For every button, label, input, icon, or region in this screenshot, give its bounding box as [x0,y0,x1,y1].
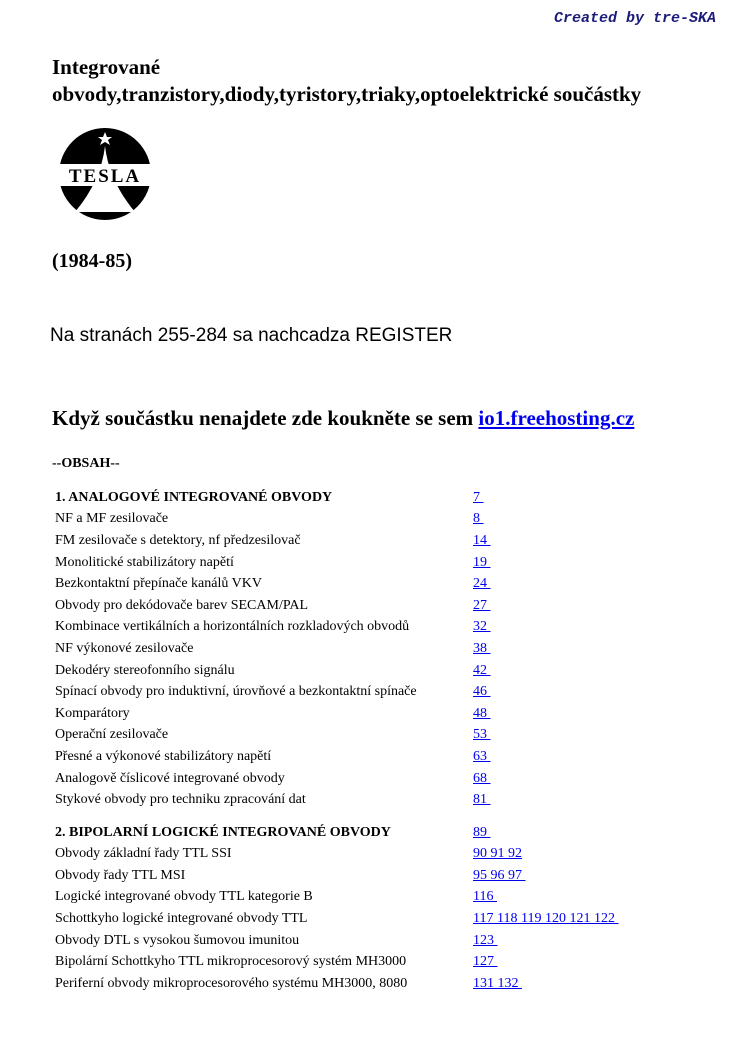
toc-item [55,844,715,866]
toc-item [55,746,715,768]
toc-label: NF a MF zesilovače [55,511,169,527]
title-line-1: Integrované [52,55,161,79]
page-link[interactable]: 63 [473,748,491,764]
toc-label: FM zesilovače s detektory, nf předzesilovač [55,532,301,548]
section-title: 2. BIPOLARNÍ LOGICKÉ INTEGROVANÉ OBVODY [55,824,391,840]
page-link[interactable]: 7 [473,489,484,505]
register-note: Na stranách 255-284 sa nachcadza REGISTER [50,325,453,346]
page-link[interactable]: 95 96 97 [473,867,526,883]
page-link[interactable]: 117 118 119 120 121 122 [473,911,619,927]
notice-link[interactable]: io1.freehosting.cz [478,406,635,430]
title-line-2: obvody,tranzistory,diody,tyristory,triaky,optoelektrické součástky [52,82,642,106]
toc-item [55,660,715,682]
toc-item [55,768,715,790]
table-of-contents [55,487,715,995]
page-link[interactable]: 89 [473,824,491,840]
toc-item [55,703,715,725]
contents-heading: --OBSAH-- [52,456,120,471]
toc-item [55,681,715,703]
page-link[interactable]: 42 [473,662,491,678]
toc-label: Obvody základní řady TTL SSI [55,846,232,862]
notice-text: Když součástku nenajdete zde koukněte se sem [52,406,474,430]
toc-item [55,951,715,973]
toc-item [55,530,715,552]
toc-label: Schottkyho logické integrované obvody TTL [55,911,308,927]
page-link[interactable]: 14 [473,532,491,548]
tesla-logo [57,126,153,222]
toc-label: Bezkontaktní přepínače kanálů VKV [55,576,262,592]
toc-item [55,638,715,660]
toc-item [55,973,715,995]
toc-label: Obvody pro dekódovače barev SECAM/PAL [55,597,309,613]
page-link[interactable]: 127 [473,954,498,970]
toc-item [55,617,715,639]
page-link[interactable]: 116 [473,889,497,905]
page-link[interactable]: 131 132 [473,975,522,991]
page-link[interactable]: 27 [473,597,491,613]
page-link[interactable]: 32 [473,619,491,635]
creator-credit: Created by tre-SKA [553,10,716,27]
toc-label: Kombinace vertikálních a horizontálních rozkladových obvodů [55,619,410,635]
page-title [52,54,641,108]
toc-item [55,573,715,595]
toc-item [55,552,715,574]
toc-label: Logické integrované obvody TTL kategorie B [55,889,313,905]
page-link[interactable]: 19 [473,554,491,570]
logo-text: TESLA [68,166,142,187]
toc-label: Komparátory [55,705,130,721]
page-link[interactable]: 46 [473,684,491,700]
page-link[interactable]: 123 [473,932,498,948]
toc-label: Obvody řady TTL MSI [55,867,186,883]
page-link[interactable]: 48 [473,705,491,721]
page-link[interactable]: 81 [473,792,491,808]
toc-label: Analogově číslicové integrované obvody [55,770,285,786]
page-link[interactable]: 38 [473,640,491,656]
toc-item [55,865,715,887]
toc-label: Monolitické stabilizátory napětí [55,554,234,570]
toc-item [55,595,715,617]
toc-label: Spínací obvody pro induktivní, úrovňové a bezkontaktní spínače [55,684,417,700]
notice [52,406,634,431]
page-link[interactable]: 24 [473,576,491,592]
publication-years: (1984-85) [52,250,132,272]
toc-item [55,908,715,930]
toc-item [55,887,715,909]
toc-item [55,509,715,531]
toc-item [55,930,715,952]
page-link[interactable]: 90 91 92 [473,846,522,862]
page-link[interactable]: 68 [473,770,491,786]
toc-item [55,725,715,747]
section-title: 1. ANALOGOVÉ INTEGROVANÉ OBVODY [55,489,333,505]
page-link[interactable]: 8 [473,511,484,527]
page-link[interactable]: 53 [473,727,491,743]
toc-item [55,789,715,811]
toc-label: Přesné a výkonové stabilizátory napětí [55,748,272,764]
toc-label: NF výkonové zesilovače [55,640,194,656]
toc-label: Obvody DTL s vysokou šumovou imunitou [55,932,300,948]
toc-label: Dekodéry stereofonního signálu [55,662,235,678]
toc-label: Operační zesilovače [55,727,169,743]
toc-label: Stykové obvody pro techniku zpracování dat [55,792,306,808]
toc-label: Bipolární Schottkyho TTL mikroprocesorový systém MH3000 [55,954,407,970]
section-heading [55,487,715,509]
section-heading [55,822,715,844]
toc-label: Periferní obvody mikroprocesorového systému MH3000, 8080 [55,975,408,991]
